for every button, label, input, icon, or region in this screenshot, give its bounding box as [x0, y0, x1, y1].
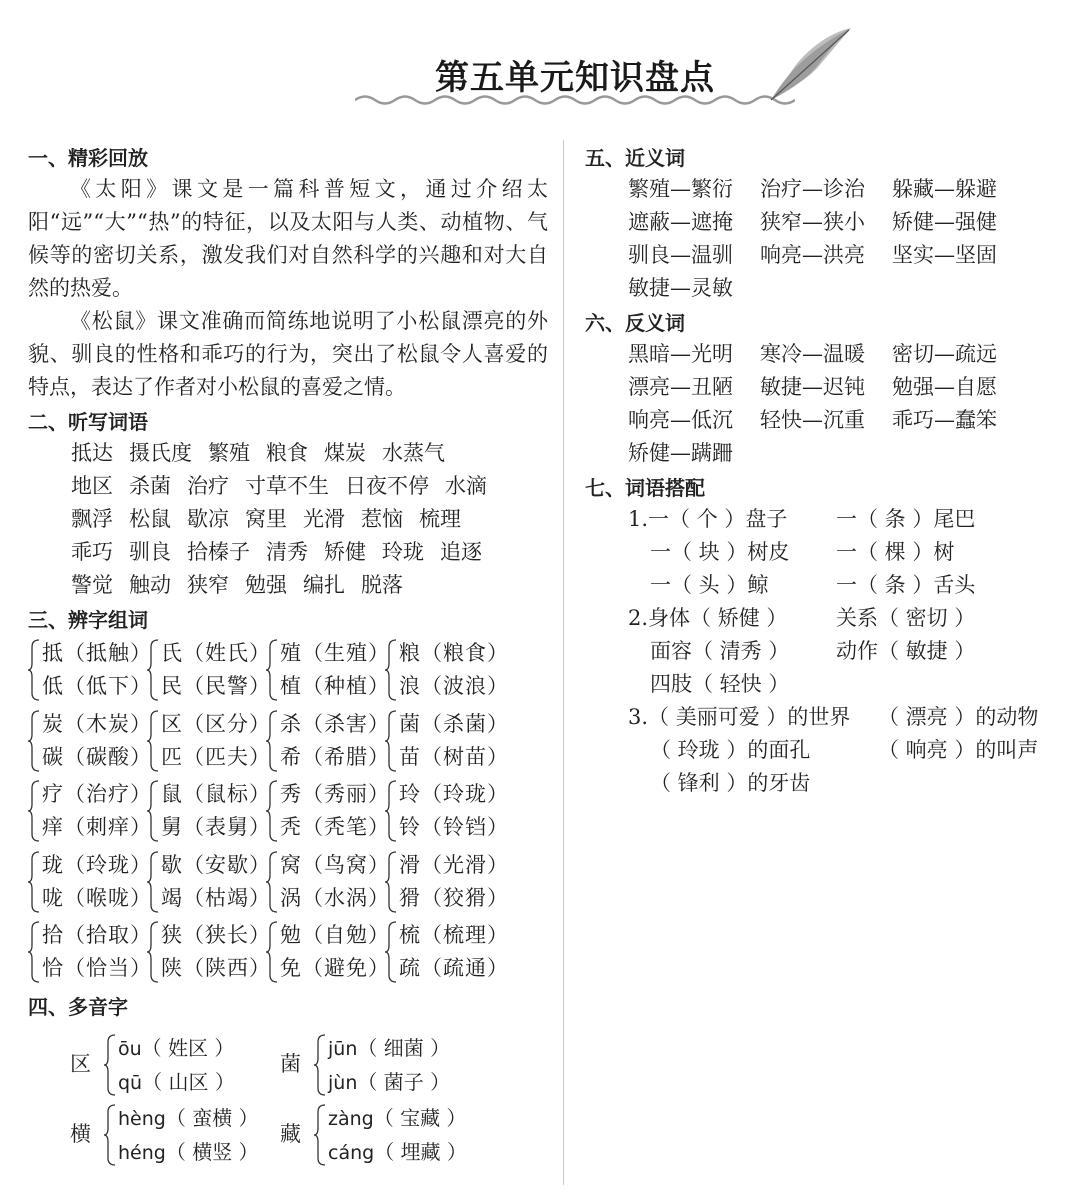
word: 驯良 — [129, 540, 171, 564]
brace-icon — [147, 710, 159, 772]
char-group: 杀（杀害） 希（希腊） — [266, 708, 385, 774]
antonym-pair: 矫健—蹒跚 — [628, 441, 733, 465]
column-divider — [563, 140, 564, 1185]
char-group: 拾（拾取） 恰（恰当） — [28, 919, 147, 985]
brace-icon — [28, 921, 40, 983]
char-group: 秀（秀丽） 秃（秃笔） — [266, 778, 385, 844]
page-header — [0, 0, 1080, 120]
word: （ 宝藏 ） — [373, 1106, 467, 1130]
collocation-row — [628, 536, 1055, 569]
section-heading-collocations: 七、词语搭配 — [585, 476, 705, 500]
char-group: 歇（安歇） 竭（枯竭） — [147, 849, 266, 915]
char-group: 梳（梳理） 疏（疏通） — [385, 919, 504, 985]
brace-icon — [385, 780, 397, 842]
char-group: 鼠（鼠标） 舅（表舅） — [147, 778, 266, 844]
collocation-row — [628, 701, 1055, 734]
brace-icon — [385, 639, 397, 701]
item-number: 2. — [628, 606, 649, 630]
feather-icon — [765, 22, 855, 102]
char-group: 抵（抵触） 低（低下） — [28, 637, 147, 703]
brace-icon — [266, 639, 278, 701]
collocation: 动作（ 敏捷 ） — [836, 639, 976, 663]
collocation: 一（ 条 ）舌头 — [836, 573, 976, 597]
dictation-words — [28, 437, 548, 602]
word: 繁殖 — [208, 441, 250, 465]
pinyin: qū — [118, 1072, 143, 1094]
brace-icon — [28, 710, 40, 772]
char-group: 氏（姓氏） 民（民警） — [147, 637, 266, 703]
char-group: 菌（杀菌） 苗（树苗） — [385, 708, 504, 774]
synonym-pair: 坚实—坚固 — [892, 243, 997, 267]
antonym-pair: 勉强—自愿 — [892, 375, 997, 399]
antonym-pair: 响亮—低沉 — [628, 408, 733, 432]
pinyin: zàng — [328, 1108, 374, 1130]
word: （ 菌子 ） — [357, 1070, 451, 1094]
brace-icon — [266, 851, 278, 913]
group-row — [28, 919, 548, 989]
item-number: 3. — [628, 705, 649, 729]
group-row — [28, 637, 548, 707]
section-heading-distinguish: 三、辨字组词 — [28, 608, 148, 632]
word: 追逐 — [440, 540, 482, 564]
polyphone-char: 菌 — [280, 1052, 301, 1076]
word-row — [71, 503, 548, 536]
antonym-pair: 乖巧—蠢笨 — [892, 408, 997, 432]
paragraph-squirrel: 《松鼠》课文准确而简练地说明了小松鼠漂亮的外貌、驯良的性格和乖巧的行为，突出了松鼠令人喜爱的特点，表达了作者对小松鼠的喜爱之情。 — [28, 309, 548, 399]
collocation: 一（ 头 ）鲸 — [650, 573, 769, 597]
left-column — [28, 140, 548, 1172]
synonym-row — [628, 206, 1055, 239]
word: 狭窄 — [187, 573, 229, 597]
pinyin: hèng — [118, 1108, 166, 1130]
word: 煤炭 — [324, 441, 366, 465]
char-group: 炭（木炭） 碳（碳酸） — [28, 708, 147, 774]
char-group: 滑（光滑） 猾（狡猾） — [385, 849, 504, 915]
brace-icon — [266, 780, 278, 842]
antonym-row — [628, 437, 1055, 470]
collocation: 面容（ 清秀 ） — [650, 639, 790, 663]
polyphone-item — [28, 1032, 238, 1098]
brace-icon — [385, 851, 397, 913]
brace-icon — [385, 921, 397, 983]
char-group: 疗（治疗） 痒（刺痒） — [28, 778, 147, 844]
word: 杀菌 — [129, 474, 171, 498]
word: 寸草不生 — [245, 474, 329, 498]
synonym-pair: 狭窄—狭小 — [760, 210, 865, 234]
polyphone-item — [238, 1032, 451, 1098]
collocation-row — [628, 602, 1055, 635]
antonym-row — [628, 404, 1055, 437]
char-group: 区（区分） 匹（匹夫） — [147, 708, 266, 774]
word: 窝里 — [245, 507, 287, 531]
item-number: 1. — [628, 507, 649, 531]
word: 触动 — [129, 573, 171, 597]
polyphone-char: 横 — [70, 1122, 91, 1146]
pinyin: ōu — [118, 1038, 142, 1060]
pinyin: jūn — [328, 1038, 358, 1060]
brace-icon — [314, 1034, 326, 1096]
polyphone-row — [28, 1032, 548, 1102]
word: （ 姓区 ） — [141, 1036, 235, 1060]
wave-underline — [355, 92, 795, 108]
antonym-pair: 寒冷—温暖 — [760, 342, 865, 366]
word: 治疗 — [187, 474, 229, 498]
section-heading-dictation: 二、听写词语 — [28, 410, 148, 434]
polyphone-list — [28, 1032, 548, 1172]
brace-icon — [28, 780, 40, 842]
group-row — [28, 849, 548, 919]
word: 光滑 — [303, 507, 345, 531]
synonym-row — [628, 272, 1055, 305]
synonym-row — [628, 173, 1055, 206]
collocation-row — [628, 635, 1055, 668]
word: 梳理 — [419, 507, 461, 531]
word: 抵达 — [71, 441, 113, 465]
pinyin: jùn — [328, 1072, 358, 1094]
word: 粮食 — [266, 441, 308, 465]
group-row — [28, 708, 548, 778]
word: （ 山区 ） — [142, 1070, 235, 1094]
collocation-row — [628, 569, 1055, 602]
word: 警觉 — [71, 573, 113, 597]
distinguish-groups — [28, 637, 548, 989]
antonym-pair: 漂亮—丑陋 — [628, 375, 733, 399]
antonym-pair: 密切—疏远 — [892, 342, 997, 366]
word: 拾榛子 — [187, 540, 250, 564]
section-heading-polyphone: 四、多音字 — [28, 995, 128, 1019]
pinyin: cáng — [328, 1142, 375, 1164]
collocation: 身体（ 矫健 ） — [648, 606, 788, 630]
synonym-pair: 矫健—强健 — [892, 210, 997, 234]
collocation: 一（ 块 ）树皮 — [650, 540, 790, 564]
brace-icon — [147, 921, 159, 983]
brace-icon — [314, 1104, 326, 1166]
pinyin: héng — [118, 1142, 166, 1164]
word: 松鼠 — [129, 507, 171, 531]
collocation: （ 漂亮 ）的动物 — [878, 705, 1039, 729]
polyphone-item — [28, 1102, 259, 1168]
char-group: 狭（狭长） 陕（陕西） — [147, 919, 266, 985]
collocation-list — [628, 503, 1055, 800]
synonym-row — [628, 239, 1055, 272]
brace-icon — [385, 710, 397, 772]
antonym-pair: 黑暗—光明 — [628, 342, 733, 366]
char-group: 勉（自勉） 免（避免） — [266, 919, 385, 985]
collocation-row — [628, 767, 1055, 800]
word: 水蒸气 — [382, 441, 445, 465]
collocation: （ 美丽可爱 ）的世界 — [648, 705, 851, 729]
synonym-pair: 敏捷—灵敏 — [628, 276, 733, 300]
synonym-pair: 驯良—温驯 — [628, 243, 733, 267]
word: （ 埋藏 ） — [374, 1140, 467, 1164]
char-group: 玲（玲珑） 铃（铃铛） — [385, 778, 504, 844]
synonym-pair: 治疗—诊治 — [760, 177, 865, 201]
polyphone-item — [238, 1102, 467, 1168]
collocation: 一（ 条 ）尾巴 — [836, 507, 976, 531]
group-row — [28, 778, 548, 848]
antonym-pair: 轻快—沉重 — [760, 408, 865, 432]
char-group: 粮（粮食） 浪（波浪） — [385, 637, 504, 703]
word: 摄氏度 — [129, 441, 192, 465]
collocation: 一（ 棵 ）树 — [836, 540, 955, 564]
word: 编扎 — [303, 573, 345, 597]
word: 飘浮 — [71, 507, 113, 531]
synonym-pair: 躲藏—躲避 — [892, 177, 997, 201]
antonym-row — [628, 371, 1055, 404]
word: 矫健 — [324, 540, 366, 564]
synonym-pair: 响亮—洪亮 — [760, 243, 865, 267]
word: （ 横竖 ） — [165, 1140, 259, 1164]
polyphone-char: 区 — [70, 1052, 91, 1076]
word: 歇凉 — [187, 507, 229, 531]
word-row — [71, 437, 548, 470]
brace-icon — [147, 851, 159, 913]
page-title: 第五单元知识盘点 — [435, 58, 715, 98]
paragraph-sun: 《太阳》课文是一篇科普短文，通过介绍太阳“远”“大”“热”的特征，以及太阳与人类、动植物、气候等的密切关系，激发我们对自然科学的兴趣和对大自然的热爱。 — [28, 177, 548, 300]
polyphone-row — [28, 1102, 548, 1172]
collocation: （ 响亮 ）的叫声 — [878, 738, 1039, 762]
word: 勉强 — [245, 573, 287, 597]
collocation: 四肢（ 轻快 ） — [650, 672, 790, 696]
word: 脱落 — [361, 573, 403, 597]
brace-icon — [28, 639, 40, 701]
word: 乖巧 — [71, 540, 113, 564]
antonym-row — [628, 338, 1055, 371]
word: 惹恼 — [361, 507, 403, 531]
brace-icon — [147, 639, 159, 701]
synonym-pair: 繁殖—繁衍 — [628, 177, 733, 201]
word: 地区 — [71, 474, 113, 498]
polyphone-char: 藏 — [280, 1122, 301, 1146]
section-heading-synonyms: 五、近义词 — [585, 146, 685, 170]
word: 玲珑 — [382, 540, 424, 564]
char-group: 珑（玲珑） 咙（喉咙） — [28, 849, 147, 915]
word: （ 细菌 ） — [357, 1036, 451, 1060]
word-row — [71, 470, 548, 503]
right-column — [585, 140, 1055, 800]
word: 水滴 — [445, 474, 487, 498]
char-group: 窝（鸟窝） 涡（水涡） — [266, 849, 385, 915]
brace-icon — [266, 710, 278, 772]
word-row — [71, 536, 548, 569]
collocation-row — [628, 734, 1055, 767]
brace-icon — [104, 1034, 116, 1096]
word: 日夜不停 — [345, 474, 429, 498]
collocation-row — [628, 668, 1055, 701]
word: （ 蛮横 ） — [165, 1106, 259, 1130]
brace-icon — [104, 1104, 116, 1166]
section-heading-antonyms: 六、反义词 — [585, 311, 685, 335]
section-heading-review: 一、精彩回放 — [28, 146, 148, 170]
word-row — [71, 569, 548, 602]
collocation-row — [628, 503, 1055, 536]
antonym-pair: 敏捷—迟钝 — [760, 375, 865, 399]
collocation: （ 玲珑 ）的面孔 — [650, 738, 811, 762]
collocation: 一（ 个 ）盘子 — [648, 507, 788, 531]
collocation: 关系（ 密切 ） — [836, 606, 976, 630]
brace-icon — [266, 921, 278, 983]
char-group: 殖（生殖） 植（种植） — [266, 637, 385, 703]
collocation: （ 锋利 ）的牙齿 — [650, 771, 811, 795]
brace-icon — [28, 851, 40, 913]
synonym-pair: 遮蔽—遮掩 — [628, 210, 733, 234]
word: 清秀 — [266, 540, 308, 564]
brace-icon — [147, 780, 159, 842]
